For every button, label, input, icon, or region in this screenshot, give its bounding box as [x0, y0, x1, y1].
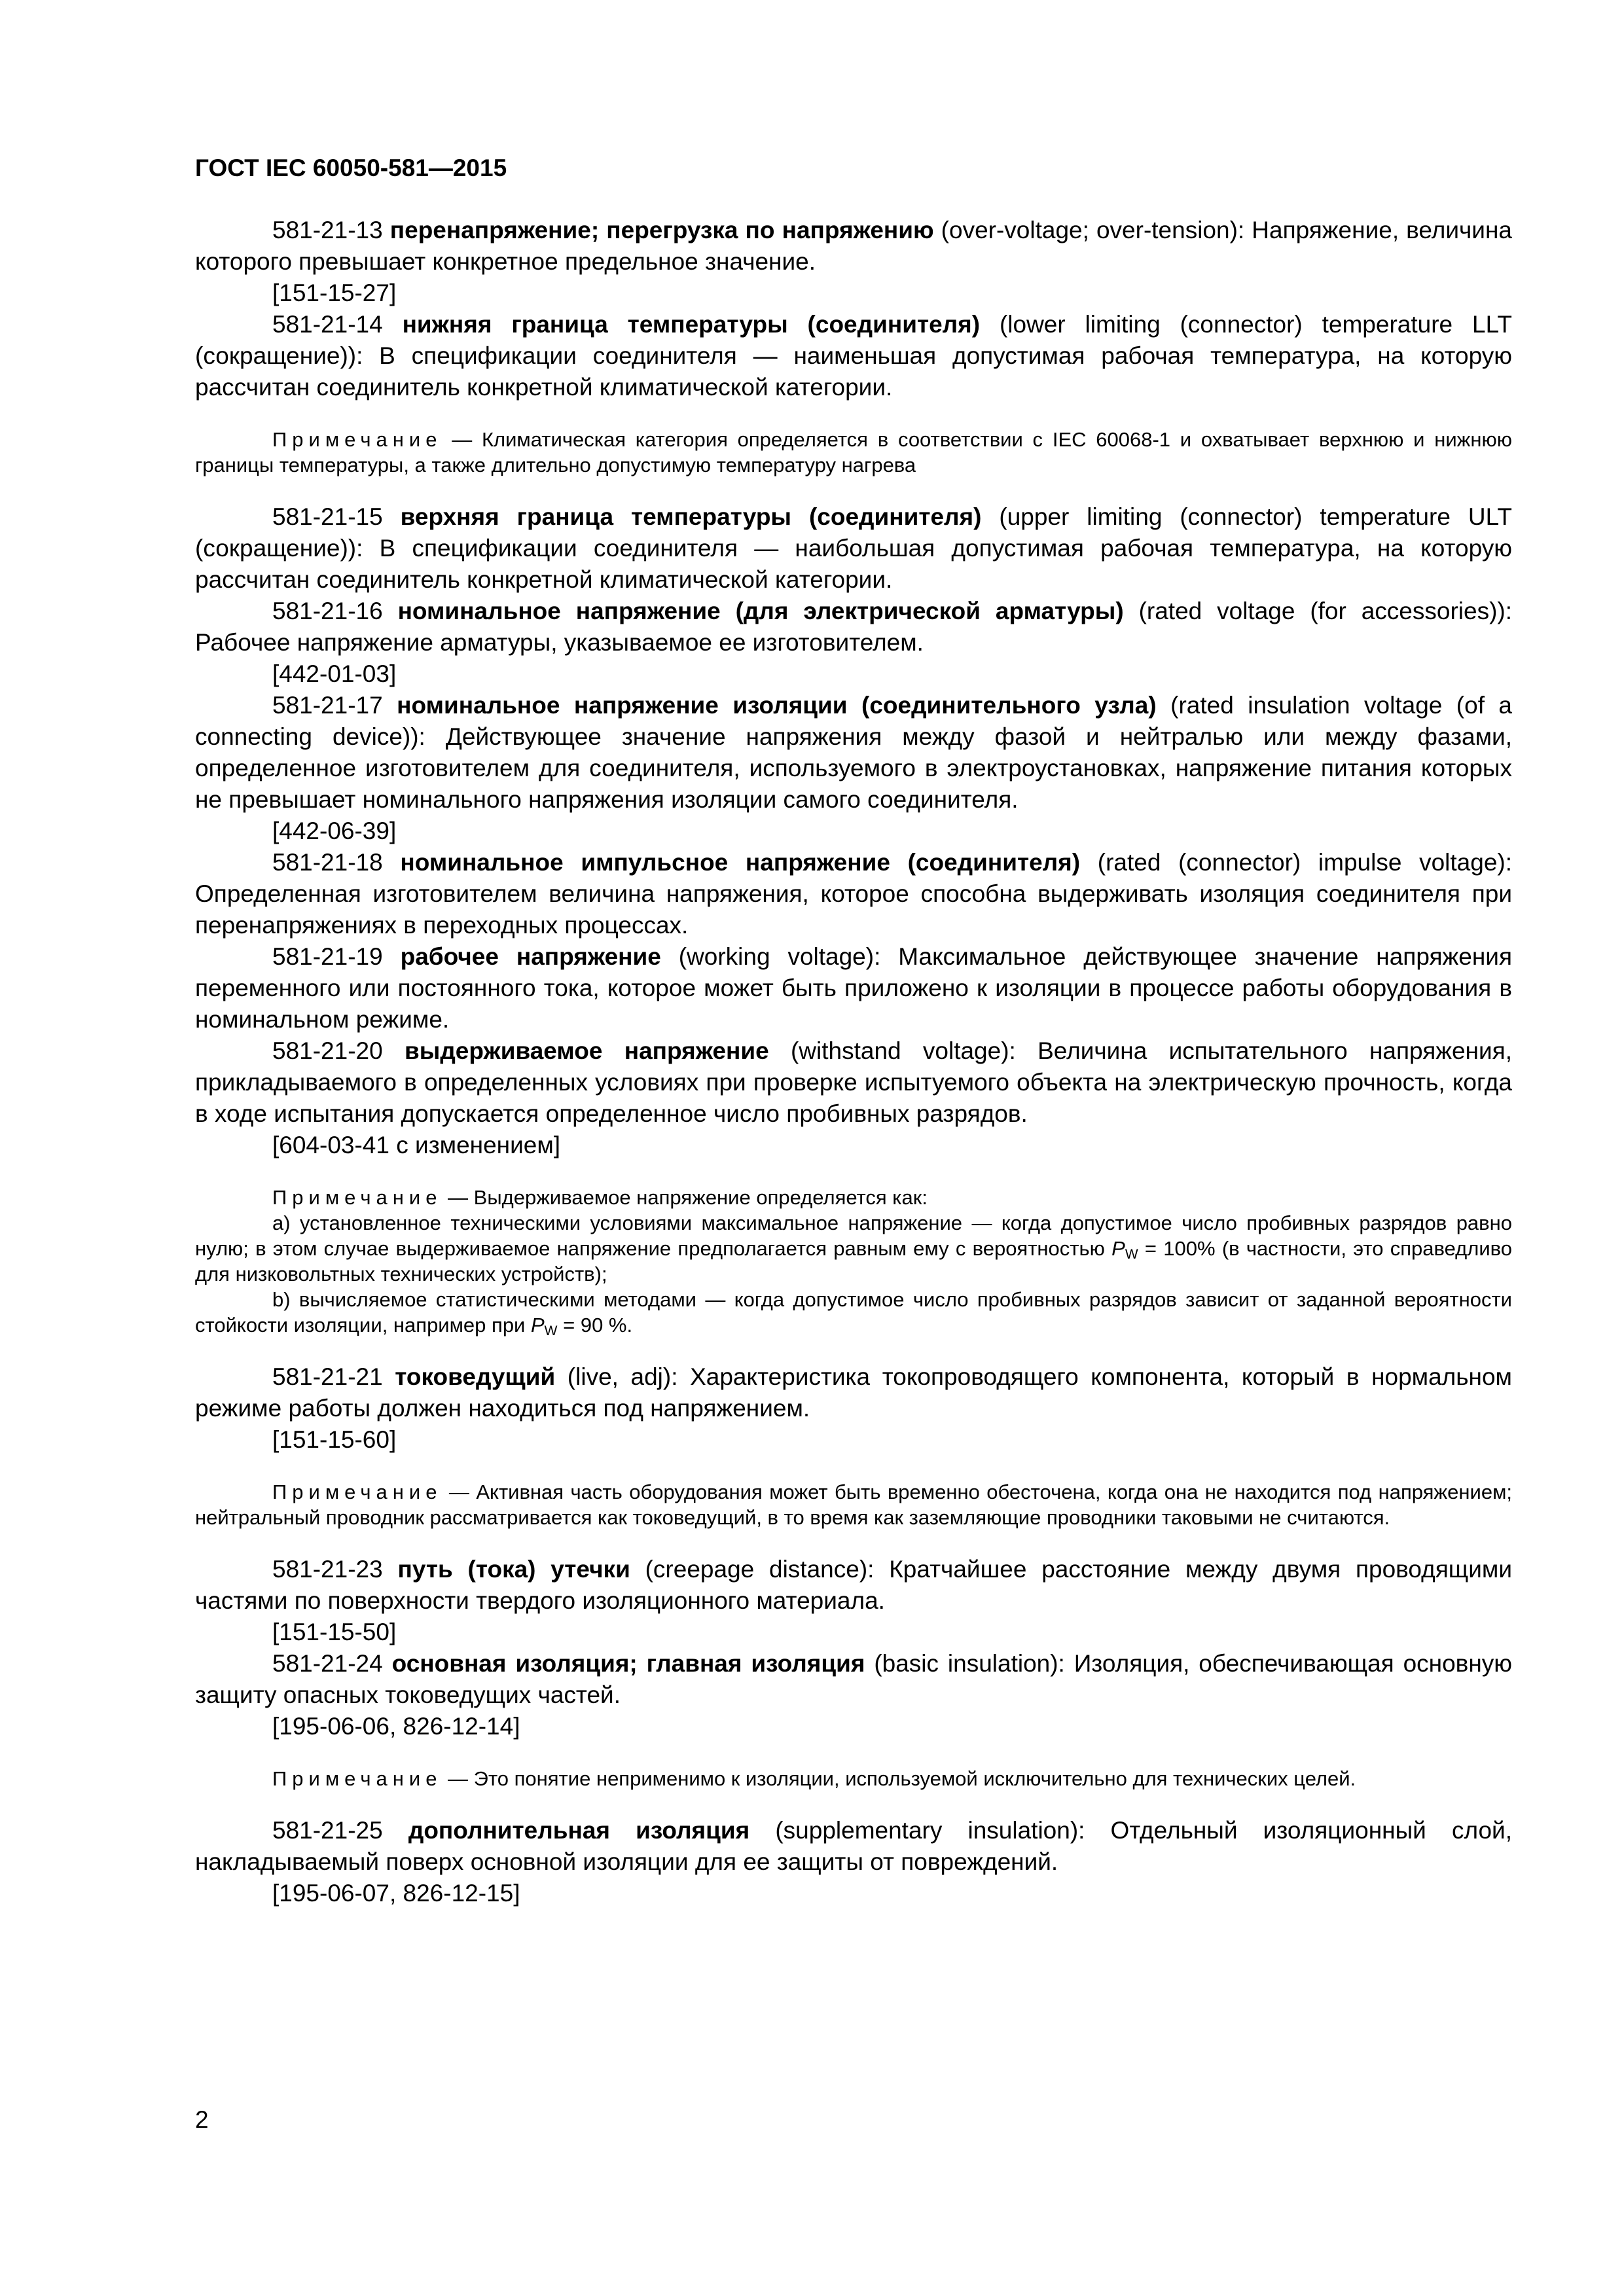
term: номинальное напряжение изоляции (соединительного узла) [397, 692, 1157, 719]
note: Примечание — Выдерживаемое напряжение определяется как: a) установленное техническими условиями максимальное напряжение — когда допустимое число пробивных разрядов равно нулю; в этом случае выдерживаемое напряжение предполагается равным ему с вероятностью $P_W = 100\%$ (в частности, это справедливо для низковольтных технических устройств); b) вычисляемое статистическими методами — когда допустимое число пробивных разрядов зависит от заданной вероятности стойкости изоляции, например при $P_W = 90$ %. [195, 1186, 1512, 1338]
document-header: ГОСТ IEC 60050-581—2015 [195, 154, 507, 181]
note: Примечание — Это понятие неприменимо к изоляции, используемой исключительно для технических целей. [272, 1767, 1356, 1790]
term: основная изоляция; главная изоляция [391, 1650, 865, 1677]
entry-581-21-23: 581-21-23 путь (тока) утечки (creepage distance): Кратчайшее расстояние между двумя проводящими частями по поверхности твердого изоляционного материала. [195, 1556, 1512, 1614]
term: токоведущий [395, 1363, 556, 1390]
entry-581-21-13: 581-21-13 перенапряжение; перегрузка по напряжению (over-voltage; over-tension): Напряжение, величина которого превышает конкретное предельное значение. [195, 217, 1512, 275]
term: путь (тока) утечки [397, 1556, 630, 1583]
reference: [151-15-50] [272, 1619, 397, 1645]
term: нижняя граница температуры (соединителя) [402, 311, 981, 338]
entry-581-21-18: 581-21-18 номинальное импульсное напряжение (соединителя) (rated (connector) impulse voltage): Определенная изготовителем величина напряжения, которое способна выдерживать изоляция соединителя при перенапряжениях в переходных процессах. [195, 849, 1513, 939]
term: дополнительная изоляция [408, 1817, 750, 1844]
term: номинальное импульсное напряжение (соединителя) [400, 849, 1081, 876]
reference: [195-06-06, 826-12-14] [272, 1713, 520, 1740]
reference: [442-01-03] [272, 660, 397, 687]
document-body [195, 215, 1512, 1909]
entry-581-21-16: 581-21-16 номинальное напряжение (для электрической арматуры) (rated voltage (for accessories)): Рабочее напряжение арматуры, указываемое ее изготовителем. [195, 598, 1512, 656]
page-number: 2 [195, 2106, 209, 2133]
term: верхняя граница температуры (соединителя) [400, 503, 982, 530]
entry-581-21-24: 581-21-24 основная изоляция; главная изоляция (basic insulation): Изоляция, обеспечивающая основную защиту опасных токоведущих частей. [195, 1650, 1513, 1708]
term: рабочее напряжение [400, 943, 661, 970]
entry-581-21-15: 581-21-15 верхняя граница температуры (соединителя) (upper limiting (connector) temperature ULT (сокращение)): В спецификации соединителя — наибольшая допустимая рабочая температура, на которую рассчитан соединитель конкретной климатической категории. [195, 503, 1512, 593]
note: Примечание — Климатическая категория определяется в соответствии с IEC 60068-1 и охватывает верхнюю и нижнюю границы температуры, а также длительно допустимую температуру нагрева [195, 428, 1512, 476]
entry-581-21-14: 581-21-14 нижняя граница температуры (соединителя) (lower limiting (connector) temperature LLT (сокращение)): В спецификации соединителя — наименьшая допустимая рабочая температура, на которую рассчитан соединитель конкретной климатической категории. [195, 311, 1513, 401]
note-label: Примечание [272, 1186, 442, 1209]
entry-581-21-21: 581-21-21 токоведущий (live, adj): Характеристика токопроводящего компонента, который в нормальном режиме работы должен находиться под напряжением. [195, 1363, 1512, 1422]
entry-581-21-20: 581-21-20 выдерживаемое напряжение (withstand voltage): Величина испытательного напряжения, прикладываемого в определенных условиях при проверке испытуемого объекта на электрическую прочность, когда в ходе испытания допускается определенное число пробивных разрядов. [195, 1037, 1512, 1127]
note-label: Примечание [272, 1767, 442, 1790]
term: выдерживаемое напряжение [404, 1037, 769, 1064]
note-label: Примечание [272, 428, 442, 451]
reference: [151-15-60] [272, 1426, 397, 1453]
entry-581-21-17: 581-21-17 номинальное напряжение изоляции (соединительного узла) (rated insulation voltage (of a connecting device)): Действующее значение напряжения между фазой и нейтралью или между фазами, определенное изготовителем для соединителя, используемого в электроустановках, напряжение питания которых не превышает номинального напряжения изоляции самого соединителя. [195, 692, 1513, 813]
entry-581-21-25: 581-21-25 дополнительная изоляция (supplementary insulation): Отдельный изоляционный слой, накладываемый поверх основной изоляции для ее защиты от повреждений. [195, 1817, 1513, 1875]
term: перенапряжение; перегрузка по напряжению [389, 217, 934, 243]
reference: [151-15-27] [272, 279, 397, 306]
reference: [442-06-39] [272, 817, 397, 844]
note: Примечание — Активная часть оборудования может быть временно обесточена, когда она не находится под напряжением; нейтральный проводник рассматривается как токоведущий, в то время как заземляющие проводники таковыми не считаются. [195, 1480, 1512, 1529]
term: номинальное напряжение (для электрической арматуры) [397, 598, 1124, 624]
note-label: Примечание [272, 1480, 442, 1503]
reference: [195-06-07, 826-12-15] [272, 1880, 520, 1907]
reference: [604-03-41 с изменением] [272, 1132, 561, 1158]
entry-581-21-19: 581-21-19 рабочее напряжение (working voltage): Максимальное действующее значение напряжения переменного или постоянного тока, которое может быть приложено к изоляции в процессе работы оборудования в номинальном режиме. [195, 943, 1512, 1033]
